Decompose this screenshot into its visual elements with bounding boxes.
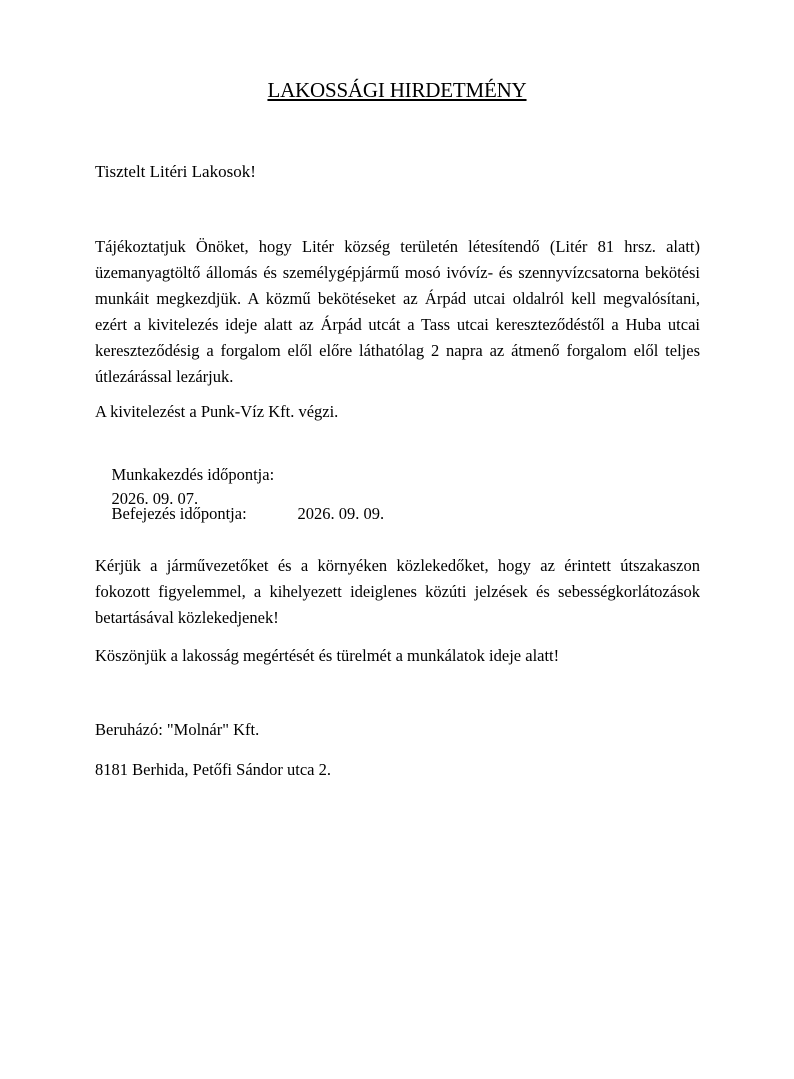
contractor-line: A kivitelezést a Punk-Víz Kft. végzi. bbox=[95, 402, 339, 421]
thanks-line: Köszönjük a lakosság megértését és türelmét a munkálatok ideje alatt! bbox=[95, 646, 560, 665]
greeting: Tisztelt Litéri Lakosok! bbox=[95, 162, 256, 181]
request-paragraph: Kérjük a járművezetőket és a környéken közlekedőket, hogy az érintett útszakaszon fokozott figyelemmel, a kihelyezett ideiglenes közúti jelzések és sebességkorlátozások betartásával közlekedjenek! bbox=[95, 556, 700, 627]
address-line: 8181 Berhida, Petőfi Sándor utca 2. bbox=[95, 760, 331, 779]
end-date-row bbox=[95, 478, 384, 550]
start-date-label: Munkakezdés időpontja: bbox=[111, 465, 275, 484]
end-date-value: 2026. 09. 09. bbox=[297, 504, 385, 523]
start-date-value: 2026. 09. 07. bbox=[111, 489, 199, 508]
notice-title: LAKOSSÁGI HIRDETMÉNY bbox=[267, 78, 527, 102]
investor-line: Beruházó: "Molnár" Kft. bbox=[95, 720, 260, 739]
end-date-label: Befejezés időpontja: bbox=[111, 504, 247, 523]
intro-paragraph: Tájékoztatjuk Önöket, hogy Litér község területén létesítendő (Litér 81 hrsz. alatt) üzemanyagtöltő állomás és személygépjármű mosó ivóvíz- és szennyvízcsatorna bekötési munkáit megkezdjük. A közmű bekötéseket az Árpád utcai oldalról kell megvalósítani, ezért a kivitelezés ideje alatt az Árpád utcát a Tass utcai kereszteződéstől a Huba utcai kereszteződésig a forgalom elől előre láthatólag 2 napra az átmenő forgalom elől teljes útlezárással lezárjuk. bbox=[95, 237, 700, 386]
